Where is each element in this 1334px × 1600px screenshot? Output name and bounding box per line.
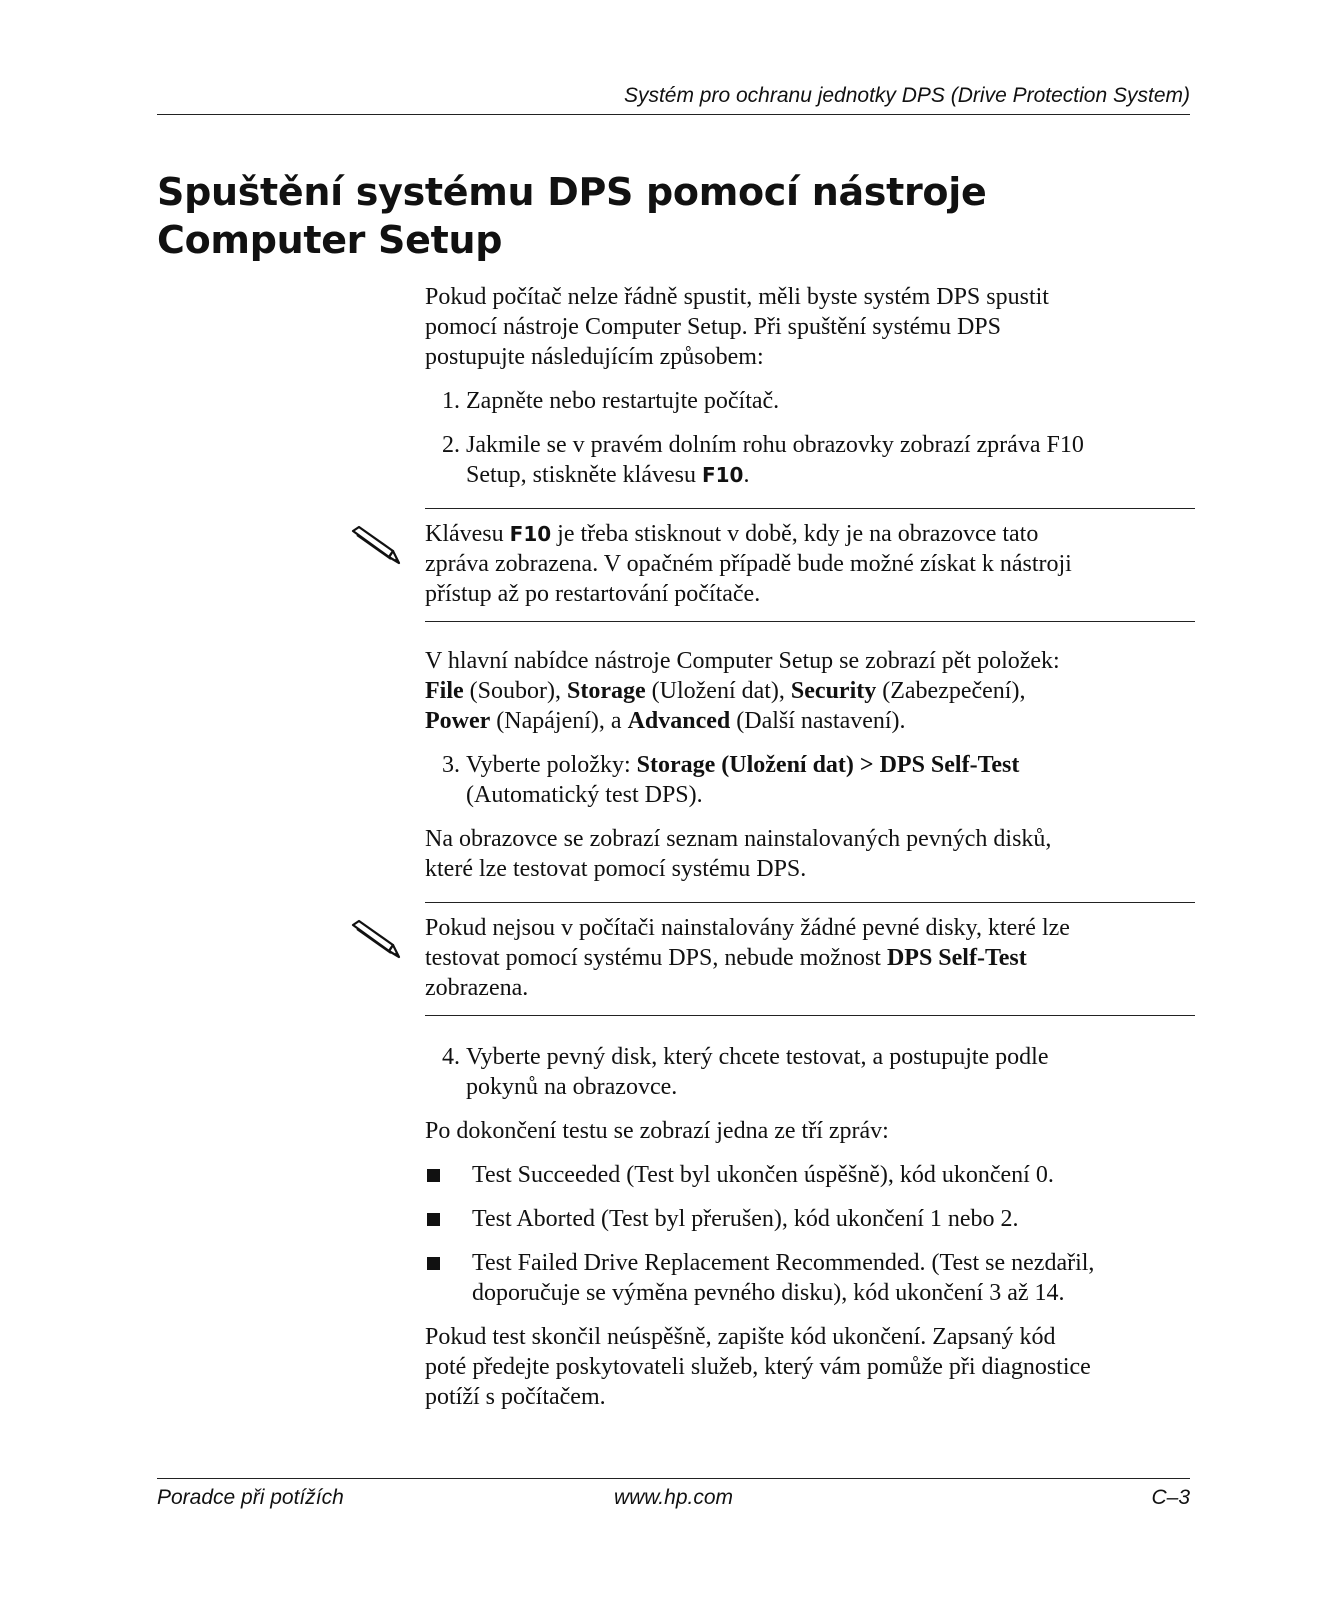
menu-path: Storage (Uložení dat) > DPS Self-Test: [636, 752, 1020, 778]
note-text-line: Klávesu: [425, 521, 510, 547]
list-item-line: doporučuje se výměna pevného disku), kód ukončení 3 až 14.: [472, 1280, 1065, 1306]
key-label: F10: [701, 463, 744, 487]
step-text: [466, 1042, 1195, 1102]
step-number: 4.: [442, 1044, 460, 1070]
closing-line: Pokud test skončil neúspěšně, zapište kód ukončení. Zapsaný kód: [425, 1324, 1056, 1350]
list-item-line: Test Failed Drive Replacement Recommended. (Test se nezdařil,: [472, 1250, 1095, 1276]
title-line-2: Computer Setup: [157, 218, 503, 262]
intro-line: postupujte následujícím způsobem:: [425, 344, 764, 370]
pencil-icon: [349, 919, 401, 959]
menu-paragraph: [425, 646, 1195, 736]
step-3: [440, 750, 1195, 810]
menu-text: (Uložení dat),: [645, 678, 791, 704]
step-text-line: Vyberte pevný disk, který chcete testovat, a postupujte podle: [466, 1044, 1049, 1070]
closing-line: poté předejte poskytovateli služeb, který vám pomůže při diagnostice: [425, 1354, 1091, 1380]
step-number: 3.: [442, 752, 460, 778]
note-text: [425, 913, 1195, 1003]
intro-paragraph: [425, 282, 1195, 372]
step-3-detail: [425, 824, 1195, 884]
bullet-square-icon: [427, 1257, 440, 1270]
menu-item-storage: Storage: [566, 678, 646, 704]
list-item: [425, 1248, 1195, 1308]
step-text: Zapněte nebo restartujte počítač.: [466, 388, 780, 414]
bullet-square-icon: [427, 1213, 440, 1226]
key-label: F10: [509, 522, 552, 546]
menu-text: (Napájení), a: [490, 708, 628, 734]
bullet-square-icon: [427, 1169, 440, 1182]
menu-item-power: Power: [425, 708, 491, 734]
closing-line: potíží s počítačem.: [425, 1384, 606, 1410]
step-2: [440, 430, 1195, 490]
pencil-icon: [349, 525, 401, 565]
menu-line: V hlavní nabídce nástroje Computer Setup se zobrazí pět položek:: [425, 648, 1060, 674]
step-text-line: pokynů na obrazovce.: [466, 1074, 678, 1100]
option-name: DPS Self-Test: [886, 945, 1027, 971]
step-text: [466, 430, 1195, 490]
intro-line: pomocí nástroje Computer Setup. Při spuštění systému DPS: [425, 314, 1001, 340]
list-item: [425, 1204, 1195, 1234]
note-box: [425, 508, 1195, 622]
menu-text: (Zabezpečení),: [876, 678, 1026, 704]
note-text-line: je třeba stisknout v době, kdy je na obrazovce tato: [551, 521, 1039, 547]
menu-text: (Další nastavení).: [730, 708, 906, 734]
title-line-1: Spuštění systému DPS pomocí nástroje: [157, 170, 987, 214]
note-text-line: zpráva zobrazena. V opačném případě bude možné získat k nástroji: [425, 551, 1072, 577]
running-header: Systém pro ochranu jednotky DPS (Drive Protection System): [623, 84, 1190, 107]
body-content: [425, 282, 1195, 1412]
menu-item-advanced: Advanced: [627, 708, 731, 734]
menu-text: (Soubor),: [463, 678, 567, 704]
header-rule: [157, 114, 1190, 115]
list-item-text: Test Aborted (Test byl přerušen), kód ukončení 1 nebo 2.: [472, 1206, 1019, 1232]
menu-item-file: File: [425, 678, 464, 704]
step-number: 1.: [442, 388, 460, 414]
note-text-line: testovat pomocí systému DPS, nebude možnost: [425, 945, 887, 971]
intro-line: Pokud počítač nelze řádně spustit, měli byste systém DPS spustit: [425, 284, 1049, 310]
step-4: [440, 1042, 1195, 1102]
detail-line: Na obrazovce se zobrazí seznam nainstalovaných pevných disků,: [425, 826, 1052, 852]
note-box: [425, 902, 1195, 1016]
page-title: [157, 168, 1197, 264]
page-number: C–3: [1151, 1486, 1190, 1509]
step-text-line: Setup, stiskněte klávesu: [466, 462, 702, 488]
step-number: 2.: [442, 432, 460, 458]
list-item-text: Test Succeeded (Test byl ukončen úspěšně), kód ukončení 0.: [472, 1162, 1054, 1188]
step-text-line: Vyberte položky:: [466, 752, 637, 778]
note-text-line: zobrazena.: [425, 975, 529, 1001]
step-text-line: (Automatický test DPS).: [466, 782, 703, 808]
list-item: [425, 1160, 1195, 1190]
footer-section-title: Poradce při potížích: [157, 1486, 344, 1509]
menu-item-security: Security: [790, 678, 877, 704]
detail-line: které lze testovat pomocí systému DPS.: [425, 856, 807, 882]
note-text-line: přístup až po restartování počítače.: [425, 581, 761, 607]
step-text: [466, 750, 1195, 810]
footer-url: www.hp.com: [613, 1486, 734, 1509]
list-item-text: [472, 1248, 1094, 1308]
step-1: [440, 386, 1195, 416]
closing-paragraph: [425, 1322, 1195, 1412]
step-text-line: Jakmile se v pravém dolním rohu obrazovky zobrazí zpráva F10: [466, 432, 1084, 458]
note-text-line: Pokud nejsou v počítači nainstalovány žádné pevné disky, které lze: [425, 915, 1070, 941]
results-intro: Po dokončení testu se zobrazí jedna ze tří zpráv:: [425, 1118, 889, 1144]
step-text-end: .: [743, 462, 750, 488]
footer-rule: [157, 1478, 1190, 1479]
note-text: [425, 519, 1195, 609]
